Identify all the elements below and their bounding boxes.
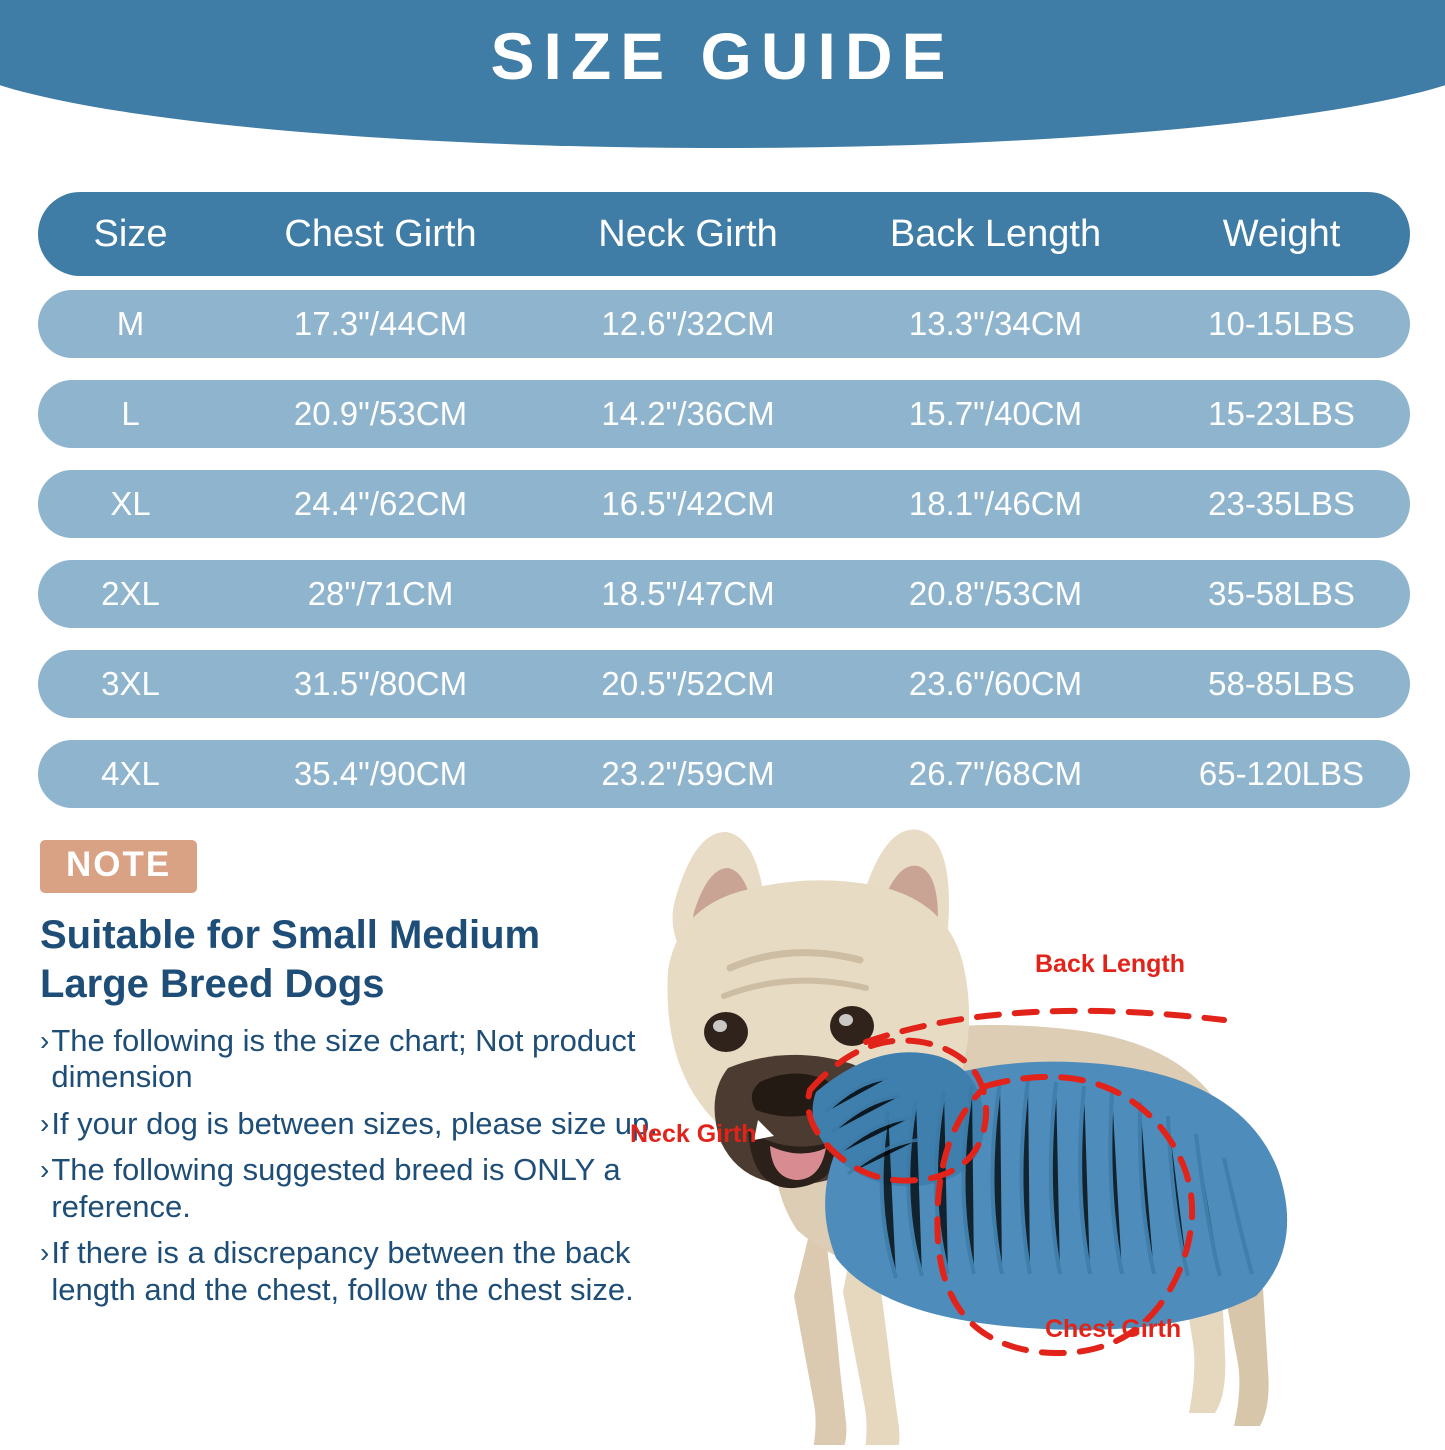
- column-header-size: Size: [93, 212, 168, 255]
- list-item-text: The following is the size chart; Not product dimension: [51, 1022, 636, 1095]
- cell-chest-girth: 28"/71CM: [307, 575, 454, 612]
- cell-back-length: 13.3"/34CM: [908, 305, 1083, 342]
- cell-size: 2XL: [101, 575, 160, 612]
- chevron-right-icon: ›: [40, 1107, 50, 1139]
- cell-chest-girth: 35.4"/90CM: [293, 755, 468, 792]
- table-header-row: [38, 192, 1410, 276]
- note-bullet-list: [40, 1023, 660, 1309]
- cell-back-length: 23.6"/60CM: [908, 665, 1083, 702]
- cell-neck-girth: 20.5"/52CM: [601, 665, 775, 702]
- table-row: [38, 740, 1410, 808]
- chevron-right-icon: ›: [40, 1024, 50, 1056]
- page-title: SIZE GUIDE: [490, 19, 955, 93]
- list-item: [40, 1235, 660, 1308]
- cell-back-length: 18.1"/46CM: [908, 485, 1083, 522]
- chevron-right-icon: ›: [40, 1154, 50, 1186]
- column-header-weight: Weight: [1222, 212, 1341, 255]
- cell-chest-girth: 31.5"/80CM: [293, 665, 468, 702]
- cell-neck-girth: 14.2"/36CM: [601, 395, 775, 432]
- label-chest-girth: Chest Girth: [1045, 1315, 1182, 1343]
- cell-weight: 10-15LBS: [1208, 305, 1355, 342]
- cell-back-length: 15.7"/40CM: [908, 395, 1083, 432]
- cell-weight: 35-58LBS: [1208, 575, 1355, 612]
- chevron-right-icon: ›: [40, 1237, 50, 1269]
- list-item-text: The following suggested breed is ONLY a reference.: [51, 1152, 621, 1224]
- cell-weight: 58-85LBS: [1208, 665, 1355, 702]
- cell-neck-girth: 18.5"/47CM: [601, 575, 775, 612]
- cell-neck-girth: 23.2"/59CM: [601, 755, 775, 792]
- size-table: [38, 192, 1410, 830]
- table-row: [38, 290, 1410, 358]
- cell-weight: 15-23LBS: [1208, 395, 1355, 432]
- note-heading: Suitable for Small Medium Large Breed Dogs: [40, 913, 541, 1006]
- cell-weight: 23-35LBS: [1208, 485, 1355, 522]
- header-banner: [0, 0, 1445, 152]
- label-neck-girth: Neck Girth: [630, 1120, 757, 1148]
- column-header-neck-girth: Neck Girth: [598, 212, 778, 255]
- list-item-text: If your dog is between sizes, please size up.: [51, 1105, 658, 1141]
- cell-weight: 65-120LBS: [1198, 755, 1365, 792]
- dog-illustration: [620, 820, 1445, 1445]
- cell-back-length: 20.8"/53CM: [908, 575, 1083, 612]
- cell-chest-girth: 17.3"/44CM: [293, 305, 468, 342]
- table-row: [38, 560, 1410, 628]
- list-item-text: If there is a discrepancy between the back length and the chest, follow the chest size.: [51, 1235, 634, 1308]
- list-item: [40, 1023, 660, 1096]
- cell-size: M: [116, 305, 145, 342]
- cell-neck-girth: 12.6"/32CM: [601, 305, 775, 342]
- cell-size: XL: [110, 485, 151, 522]
- note-section: [40, 840, 660, 1319]
- cell-size: L: [121, 395, 140, 432]
- cell-size: 4XL: [101, 755, 160, 792]
- cell-neck-girth: 16.5"/42CM: [601, 485, 775, 522]
- list-item: [40, 1152, 660, 1225]
- cell-back-length: 26.7"/68CM: [908, 755, 1083, 792]
- table-row: [38, 380, 1410, 448]
- note-badge: NOTE: [40, 840, 197, 893]
- cell-chest-girth: 24.4"/62CM: [293, 485, 468, 522]
- table-row: [38, 470, 1410, 538]
- cell-size: 3XL: [101, 665, 160, 702]
- column-header-chest-girth: Chest Girth: [284, 212, 477, 255]
- column-header-back-length: Back Length: [889, 212, 1102, 255]
- cell-chest-girth: 20.9"/53CM: [293, 395, 468, 432]
- label-back-length: Back Length: [1035, 950, 1186, 978]
- table-row: [38, 650, 1410, 718]
- list-item: [40, 1106, 660, 1143]
